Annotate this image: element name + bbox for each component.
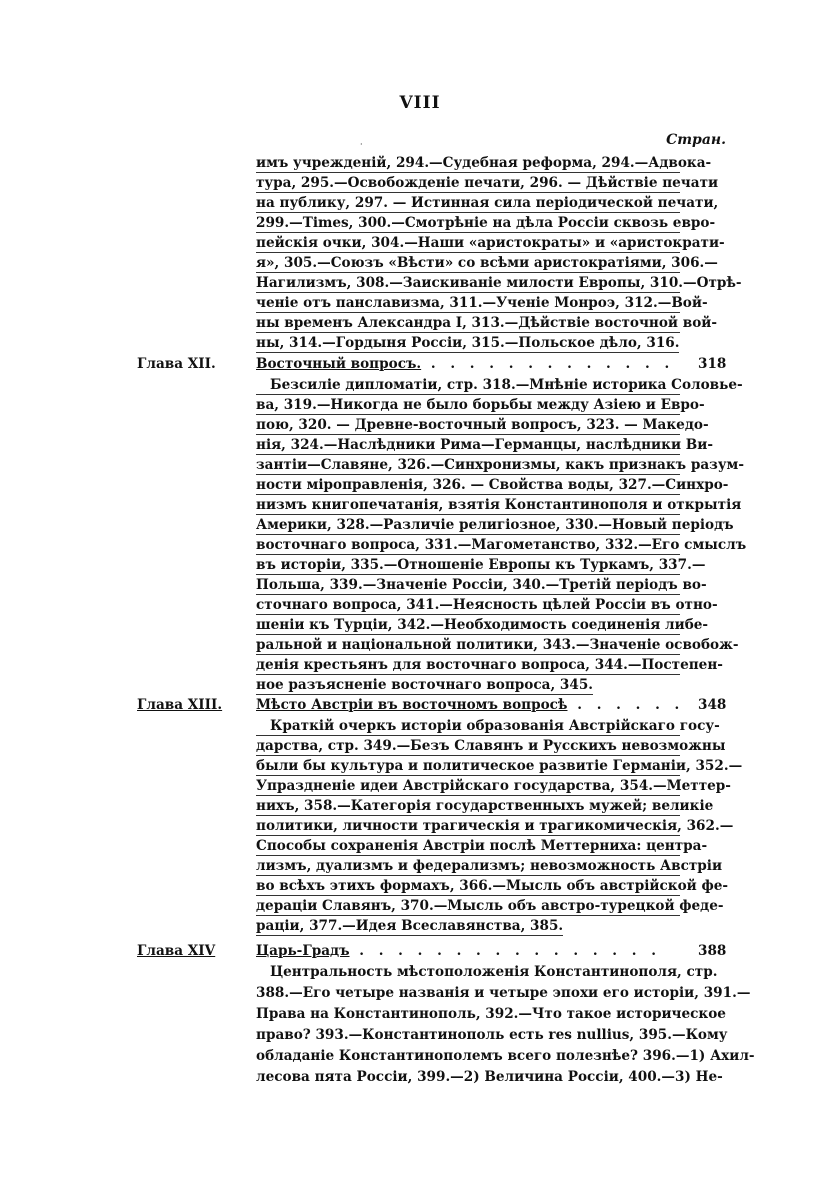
page-number: VIII: [399, 93, 441, 113]
leader-dots: . . . . . . . . . . . . .: [421, 356, 675, 372]
chapter-12-summary: [256, 375, 747, 695]
toc-line: Безсиліе дипломатіи, стр. 318.—Мнѣніе историка Соловье-: [256, 375, 680, 395]
toc-line: пою, 320. — Древне-восточный вопросъ, 323. — Македо-: [256, 417, 709, 433]
leader-dots: . . . . . . . . . . . . . . . .: [349, 943, 661, 959]
toc-line: имъ учрежденій, 294.—Судебная реформа, 294.—Адвока-: [256, 155, 712, 171]
toc-line: нихъ, 358.—Категорія государственныхъ мужей; великіе: [256, 798, 714, 814]
chapter-14-page[interactable]: 388: [698, 943, 727, 959]
toc-line: Америки, 328.—Различіе религіозное, 330.—Новый періодъ: [256, 517, 734, 533]
toc-line: Нагилизмъ, 308.—Заискиваніе милости Европы, 310.—Отрѣ-: [256, 275, 742, 291]
toc-line: въ исторіи, 335.—Отношеніе Европы къ Туркамъ, 337.—: [256, 557, 706, 573]
toc-line: дарства, стр. 349.—Безъ Славянъ и Русскихъ невозможны: [256, 738, 726, 754]
chapter-14-heading[interactable]: [256, 943, 680, 959]
chapter-11-continuation: [256, 153, 742, 353]
toc-line: обладаніе Константинополемъ всего полезнѣе? 396.—1) Ахил-: [256, 1048, 755, 1064]
toc-line: Краткій очеркъ исторіи образованія Австрійскаго госу-: [256, 716, 680, 736]
toc-line: низмъ книгопечатанія, взятія Константинополя и открытія: [256, 497, 742, 513]
toc-line: зантіи—Славяне, 326.—Синхронизмы, какъ признакъ разум-: [256, 457, 744, 473]
toc-line: были бы культура и политическое развитіе Германіи, 352.—: [256, 758, 743, 774]
chapter-14-summary: [256, 962, 755, 1088]
toc-line: 299.—Times, 300.—Смотрѣніе на дѣла Россіи сквозь евро-: [256, 215, 716, 231]
toc-line: денія крестьянъ для восточнаго вопроса, 344.—Постепен-: [256, 657, 723, 673]
toc-line: сточнаго вопроса, 341.—Неясность цѣлей Россіи въ отно-: [256, 597, 718, 613]
leader-dots: . . . . . .: [567, 697, 685, 713]
toc-line: право? 393.—Константинополь есть res nullius, 395.—Кому: [256, 1027, 728, 1043]
ink-speck: ·: [360, 140, 363, 149]
toc-line: дераціи Славянъ, 370.—Мысль объ австро-турецкой феде-: [256, 898, 724, 914]
toc-line: ное разъясненіе восточнаго вопроса, 345.: [256, 677, 594, 693]
chapter-13-title[interactable]: Мѣсто Австріи въ восточномъ вопросѣ: [256, 697, 568, 713]
toc-line: 388.—Его четыре названія и четыре эпохи его исторіи, 391.—: [256, 985, 751, 1001]
chapter-13-heading[interactable]: [256, 697, 685, 713]
toc-line: пейскія очки, 304.—Наши «аристократы» и «аристократи-: [256, 235, 725, 251]
toc-line: я», 305.—Союзъ «Вѣсти» со всѣми аристократіями, 306.—: [256, 255, 718, 271]
toc-line: ральной и національной политики, 343.—Значеніе освобож-: [256, 637, 739, 653]
chapter-13-page[interactable]: 348: [698, 697, 727, 713]
chapter-12-label: Глава XII.: [137, 356, 216, 372]
toc-line: раціи, 377.—Идея Всеславянства, 385.: [256, 918, 564, 934]
chapter-13-label: Глава XIII.: [137, 697, 223, 713]
toc-line: восточнаго вопроса, 331.—Магометанство, 332.—Его смыслъ: [256, 537, 747, 553]
toc-line: Способы сохраненія Австріи послѣ Меттерниха: центра-: [256, 838, 708, 854]
page-column-header: Стран.: [666, 132, 726, 148]
toc-line: Упраздненіе идеи Австрійскаго государства, 354.—Меттер-: [256, 778, 731, 794]
toc-line: Права на Константинополь, 392.—Что такое историческое: [256, 1006, 726, 1022]
toc-line: тура, 295.—Освобожденіе печати, 296. — Дѣйствіе печати: [256, 175, 719, 191]
chapter-14-title[interactable]: Царь-Градъ: [256, 943, 350, 959]
chapter-13-summary: [256, 716, 743, 936]
toc-line: политики, личности трагическія и трагикомическія, 362.—: [256, 818, 734, 834]
toc-line: на публику, 297. — Истинная сила періодической печати,: [256, 195, 719, 211]
toc-line: лесова пята Россіи, 399.—2) Величина Россіи, 400.—3) Не-: [256, 1069, 723, 1085]
toc-line: шеніи къ Турціи, 342.—Необходимость соединенія либе-: [256, 617, 709, 633]
toc-line: ности міроправленія, 326. — Свойства воды, 327.—Синхро-: [256, 477, 729, 493]
toc-line: нія, 324.—Наслѣдники Рима—Германцы, наслѣдники Ви-: [256, 437, 713, 453]
toc-line: Центральность мѣстоположенія Константинополя, стр.: [270, 964, 718, 980]
toc-line: ны, 314.—Гордыня Россіи, 315.—Польское дѣло, 316.: [256, 335, 680, 351]
toc-line: ва, 319.—Никогда не было борьбы между Азіею и Евро-: [256, 397, 705, 413]
toc-line: лизмъ, дуализмъ и федерализмъ; невозможность Австріи: [256, 858, 723, 874]
chapter-12-title[interactable]: Восточный вопросъ.: [256, 356, 422, 372]
toc-line: во всѣхъ этихъ формахъ, 366.—Мысль объ австрійской фе-: [256, 878, 729, 894]
toc-line: Польша, 339.—Значеніе Россіи, 340.—Третій періодъ во-: [256, 577, 707, 593]
chapter-12-page[interactable]: 318: [698, 356, 727, 372]
toc-line: ны временъ Александра I, 313.—Дѣйствіе восточной вой-: [256, 315, 717, 331]
chapter-14-label: Глава XIV: [137, 943, 216, 959]
chapter-12-heading[interactable]: [256, 356, 680, 372]
toc-line: ченіе отъ панславизма, 311.—Ученіе Монроэ, 312.—Вой-: [256, 295, 708, 311]
